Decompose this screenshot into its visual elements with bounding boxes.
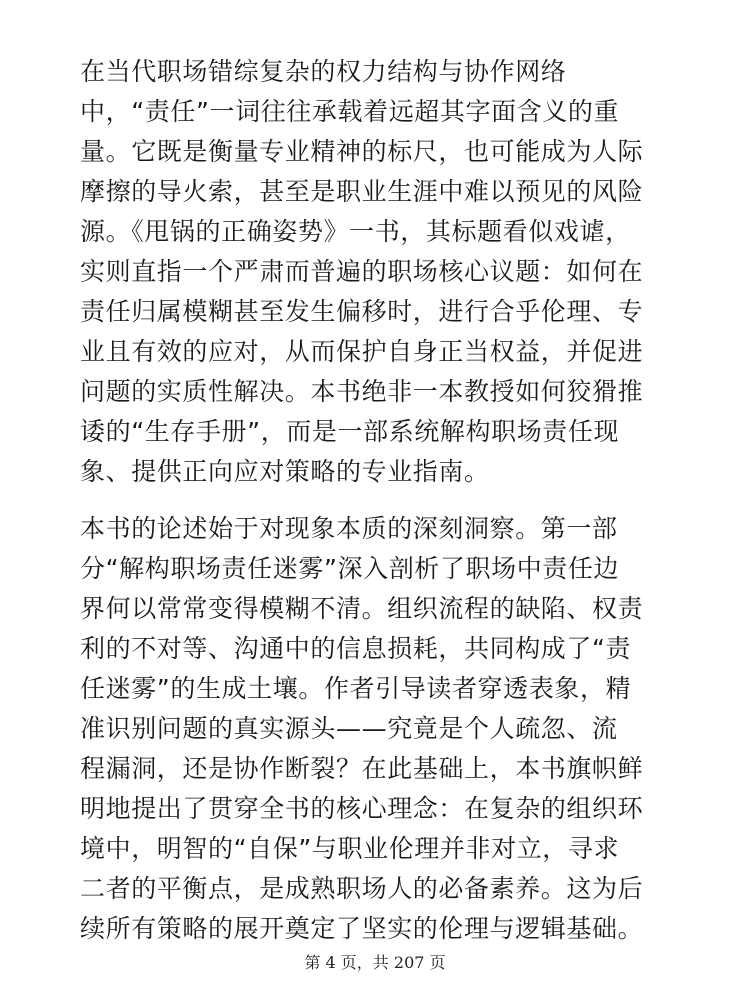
text-line: 任迷雾”的生成土壤。作者引导读者穿透表象，精 xyxy=(80,674,632,703)
text-line: 实则直指一个严肃而普遍的职场核心议题：如何在 xyxy=(80,257,644,286)
text-line: 本书的论述始于对现象本质的深刻洞察。第一部 xyxy=(80,514,618,543)
text-line: 界何以常常变得模糊不清。组织流程的缺陷、权责 xyxy=(80,594,644,623)
page-body xyxy=(80,52,670,949)
text-line: 境中，明智的“自保”与职业伦理并非对立，寻求 xyxy=(80,834,620,863)
text-line: 二者的平衡点，是成熟职场人的必备素养。这为后 xyxy=(80,874,644,903)
text-line: 明地提出了贯穿全书的核心理念：在复杂的组织环 xyxy=(80,794,644,823)
text-line: 业且有效的应对，从而保护自身正当权益，并促进 xyxy=(80,337,644,366)
text-line: 源。《甩锅的正确姿势》一书，其标题看似戏谑， xyxy=(80,217,631,246)
text-line: 程漏洞，还是协作断裂？在此基础上，本书旗帜鲜 xyxy=(80,754,644,783)
text-line: 责任归属模糊甚至发生偏移时，进行合乎伦理、专 xyxy=(80,297,644,326)
text-line: 问题的实质性解决。本书绝非一本教授如何狡猾推 xyxy=(80,377,644,406)
text-line: 续所有策略的展开奠定了坚实的伦理与逻辑基础。 xyxy=(80,914,644,943)
text-line: 准识别问题的真实源头——究竟是个人疏忽、流 xyxy=(80,714,618,743)
page-number-footer: 第 4 页，共 207 页 xyxy=(304,953,446,972)
paragraph-part-one xyxy=(80,509,670,949)
text-line: 量。它既是衡量专业精神的标尺，也可能成为人际 xyxy=(80,137,644,166)
paragraph-intro xyxy=(80,52,670,492)
text-line: 摩擦的导火索，甚至是职业生涯中难以预见的风险 xyxy=(80,177,644,206)
text-line: 分“解构职场责任迷雾”深入剖析了职场中责任边 xyxy=(80,554,620,583)
text-line: 诿的“生存手册”，而是一部系统解构职场责任现 xyxy=(80,417,620,446)
text-line: 在当代职场错综复杂的权力结构与协作网络 xyxy=(80,57,567,86)
text-line: 利的不对等、沟通中的信息损耗，共同构成了“责 xyxy=(80,634,632,663)
text-line: 中，“责任”一词往往承载着远超其字面含义的重 xyxy=(80,97,620,126)
text-line: 象、提供正向应对策略的专业指南。 xyxy=(80,457,490,486)
